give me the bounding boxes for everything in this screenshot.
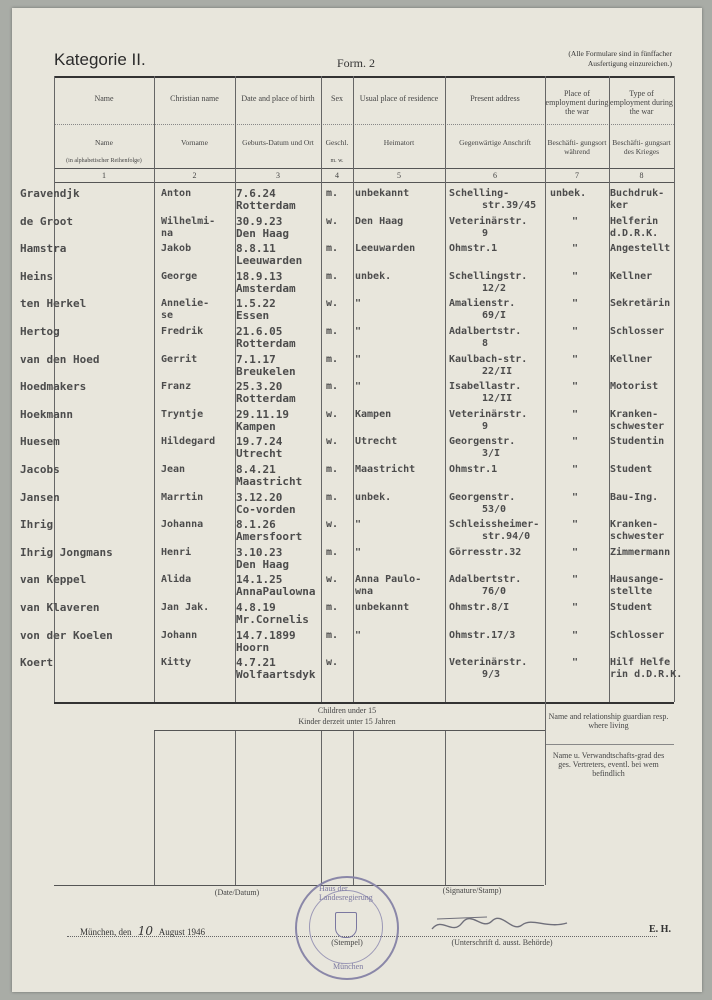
typed-entry: schwester [610,420,665,432]
typed-entry: Kellner [610,353,653,365]
typed-entry: Amalienstr. [449,298,516,310]
typed-entry: Hoedmakers [20,380,87,394]
typed-entry: Jean [161,464,186,475]
copies-note [502,49,672,69]
children-column-rule [154,730,155,885]
typed-entry: Georgenstr. [449,436,516,448]
typed-entry: 19.7.24 [236,435,283,449]
day-handwritten: 10 [137,924,154,938]
typed-entry: se [161,310,174,322]
typed-entry: Student [610,602,653,613]
typed-entry: Gerrit [161,353,198,365]
typed-entry: Schellingstr. [449,270,528,282]
typed-entry: m. [326,464,339,475]
typed-entry: ten Herkel [20,297,87,311]
typed-entry: 7.6.24 [236,187,276,200]
column-number: 5 [397,171,401,180]
column-header-en: Christian name [170,94,219,103]
typed-entry: Mr.Cornelis [236,613,309,626]
typed-entry: 76/0 [482,586,507,598]
typed-entry: d.D.R.K. [610,227,659,239]
typed-entry: " [572,657,579,669]
column-header-de: Heimatort [383,138,415,147]
column-header-en: Present address [470,94,520,103]
initials: E. H. [649,924,671,935]
stamp-text: Haus der Landesregierung [319,884,373,902]
typed-entry: 9 [482,227,489,239]
typed-entry: 1.5.22 [236,297,276,311]
typed-entry: m. [326,326,339,337]
typed-entry: Ihrig [20,518,54,532]
typed-entry: Schelling- [449,188,510,199]
children-header-rule [154,730,545,731]
column-number: 8 [639,171,644,180]
typed-entry: van Klaveren [20,601,100,614]
typed-entry: Rotterdam [236,337,296,350]
typed-entry: Den Haag [236,226,289,240]
column-header-en: Usual place of residence [359,94,439,103]
typed-entry: Studentin [610,436,665,448]
typed-entry: Adalbertstr. [449,326,522,337]
typed-entry: Zimmermann [610,546,671,558]
typed-entry: van den Hoed [20,352,100,366]
typed-entry: Kranken- [610,519,659,531]
typed-entry: Johanna [161,519,204,531]
children-column-rule [353,730,354,885]
typed-entry: Johann [161,629,198,641]
authority-label: (Unterschrift d. ausst. Behörde) [451,938,553,947]
typed-entry: Huesem [20,435,60,449]
typed-entry: unbekannt [355,188,410,199]
typed-entry: Leeuwarden [355,243,416,255]
typed-entry: Hildegard [161,436,216,448]
month-year: August 1946 [158,927,206,937]
typed-entry: Anna Paulo- [355,574,422,586]
column-number: 4 [335,171,339,180]
children-column-rule [321,730,322,885]
typed-entry: " [572,546,579,558]
typed-entry: Tryntje [161,408,204,420]
guardian-label-de: Name u. Verwandtschafts-grad des ges. Vertreters, eventl. bei wem befindlich [552,751,665,778]
children-column-rule [445,730,446,885]
colnum-bottom-rule [54,182,674,183]
column-header-sub: (in alphabetischer Reihenfolge) [66,158,142,164]
typed-entry: " [572,298,579,310]
typed-entry: 21.6.05 [236,325,283,338]
typed-entry: Ohmstr.1 [449,243,498,255]
copies-note-line2: Ausfertigung einzureichen.) [587,59,672,68]
typed-entry: Helferin [610,215,659,227]
column-header-en: Place of employment during the war [545,89,609,116]
typed-entry: 3.12.20 [236,490,283,504]
typed-entry: Leeuwarden [236,254,303,268]
typed-entry: Kampen [236,419,276,433]
typed-entry: m. [326,270,339,282]
typed-entry: " [572,326,579,337]
typed-entry: Anton [161,188,192,199]
typed-entry: Jansen [20,490,60,504]
typed-entry: " [572,491,579,503]
typed-entry: Utrecht [355,436,398,448]
typed-entry: m. [326,546,339,558]
typed-entry: Bau-Ing. [610,491,659,503]
column-header-de: Name [95,138,113,147]
column-number: 7 [575,171,579,180]
column-number: 6 [493,171,497,180]
typed-entry: " [572,243,579,255]
typed-entry: 12/2 [482,282,507,294]
children-label-en: Children under 15 [317,706,377,715]
typed-entry: 3.10.23 [236,545,283,559]
typed-entry: 25.3.20 [236,380,283,394]
typed-entry: Jan Jak. [161,602,210,613]
typed-entry: " [572,629,579,641]
column-header-en: Date and place of birth [241,94,315,103]
typed-entry: Breukelen [236,364,296,378]
typed-entry: Schlosser [610,629,665,641]
typed-entry: " [572,408,579,420]
typed-entry: m. [326,188,339,199]
typed-entry: Ihrig Jongmans [20,545,113,559]
typed-entry: 4.7.21 [236,656,276,670]
crest-icon [335,912,357,938]
typed-entry: 8.1.26 [236,518,276,532]
column-rule [445,76,446,702]
typed-entry: Essen [236,309,270,323]
typed-entry: Amsterdam [236,281,296,295]
typed-entry: Görresstr.32 [449,546,522,558]
typed-entry: Maastricht [236,475,303,488]
typed-entry: Den Haag [236,557,289,571]
typed-entry: Marrtin [161,491,204,503]
typed-entry: Kellner [610,270,653,282]
typed-entry: " [572,215,579,227]
typed-entry: Annelie- [161,298,210,310]
typed-entry: str.39/45 [482,200,537,211]
typed-entry: Gravendjk [20,187,80,200]
typed-entry: 8 [482,338,489,349]
form-number: Form. 2 [337,56,376,70]
typed-entry: Veterinärstr. [449,657,528,669]
typed-entry: w. [326,574,339,586]
typed-entry: w. [326,298,339,310]
typed-entry: 22/II [482,365,513,377]
typed-entry: Amersfoort [236,530,303,544]
typed-entry: Schlosser [610,326,665,337]
typed-entry: ker [610,200,629,211]
official-stamp [295,876,399,980]
typed-entry: str.94/0 [482,531,531,543]
category-title: Kategorie II. [54,50,146,69]
signature-label: (Signature/Stamp) [442,886,502,895]
typed-entry: " [355,326,362,337]
typed-entry: Koert [20,656,54,670]
typed-entry: 12/II [482,393,513,405]
typed-entry: w. [326,436,339,448]
guardian-divider [546,744,674,745]
column-header-sub: m. w. [330,158,344,164]
typed-entry: schwester [610,531,665,543]
stamp-city: München [333,962,364,971]
column-header-en: Sex [331,94,343,103]
date-label: (Date/Datum) [214,888,260,897]
typed-entry: Sekretärin [610,298,671,310]
typed-entry: " [355,519,362,531]
typed-entry: " [355,629,362,641]
typed-entry: Hoorn [236,640,270,654]
typed-entry: 29.11.19 [236,407,289,421]
column-rule [353,76,354,702]
column-header-de: Beschäfti- gungsort während [547,138,607,156]
header-bottom-rule [54,168,674,169]
typed-entry: Henri [161,546,192,558]
column-header-de: Gegenwärtige Anschrift [459,138,531,147]
typed-entry: " [572,519,579,531]
typed-entry: unbekannt [355,602,410,613]
typed-entry: 3/I [482,448,501,460]
typed-entry: 69/I [482,310,507,322]
column-header-en: Name [94,94,114,103]
typed-entry: " [572,436,579,448]
column-rule [674,76,675,702]
typed-entry: Hoekmann [20,407,73,421]
column-rule [321,76,322,702]
typed-entry: stellte [610,586,653,598]
column-number: 1 [102,171,106,180]
column-header-de: Vorname [181,138,208,147]
typed-entry: " [572,270,579,282]
typed-entry: Kranken- [610,408,659,420]
form-sheet [12,8,702,992]
typed-entry: Den Haag [355,215,404,227]
typed-entry: m. [326,629,339,641]
typed-entry: Jakob [161,243,192,255]
typed-entry: unbek. [550,188,587,199]
typed-entry: rin d.D.R.K. [610,669,683,681]
typed-entry: Hertog [20,325,60,338]
typed-entry: na [161,227,174,239]
typed-entry: m. [326,602,339,613]
children-label-de: Kinder derzeit unter 15 Jahren [298,717,396,726]
typed-entry: " [572,464,579,475]
typed-entry: Ohmstr.17/3 [449,629,516,641]
typed-entry: w. [326,215,339,227]
column-header-de: Beschäfti- gungsart des Krieges [612,138,671,156]
column-header-en: Type of employment during the war [610,89,673,116]
handwritten-signature [427,911,577,941]
typed-entry: Utrecht [236,447,283,461]
typed-entry: Veterinärstr. [449,408,528,420]
typed-entry: unbek. [355,491,392,503]
typed-entry: Veterinärstr. [449,215,528,227]
typed-entry: m. [326,491,339,503]
typed-entry: Wolfaartsdyk [236,668,316,682]
column-number: 2 [192,171,197,180]
children-column-rule [235,730,236,885]
typed-entry: Schleissheimer- [449,519,540,531]
typed-entry: w. [326,519,339,531]
typed-entry: Student [610,464,653,475]
typed-entry: Ohmstr.1 [449,464,498,475]
typed-entry: Motorist [610,381,659,393]
typed-entry: 30.9.23 [236,214,283,228]
typed-entry: " [355,298,362,310]
typed-entry: Kampen [355,408,392,420]
column-number: 3 [276,171,280,180]
typed-entry: m. [326,381,339,393]
typed-entry: Heins [20,269,54,283]
typed-entry: Jacobs [20,463,60,476]
copies-note-line1: (Alle Formulare sind in fünffacher [568,49,672,58]
typed-entry: " [572,353,579,365]
typed-entry: van Keppel [20,573,87,587]
typed-entry: 14.1.25 [236,573,283,587]
typed-entry: de Groot [20,214,73,228]
typed-entry: " [355,353,362,365]
typed-entry: Wilhelmi- [161,215,216,227]
typed-entry: Georgenstr. [449,491,516,503]
typed-entry: Isabellastr. [449,381,522,393]
typed-entry: 9/3 [482,669,501,681]
typed-entry: 8.8.11 [236,242,276,256]
typed-entry: Adalbertstr. [449,574,522,586]
typed-entry: 14.7.1899 [236,628,296,642]
column-header-de: Geburts-Datum und Ort [242,138,314,147]
typed-entry: Kaulbach-str. [449,353,528,365]
typed-entry: 4.8.19 [236,601,276,614]
typed-entry: 8.4.21 [236,463,276,476]
typed-entry: Maastricht [355,464,416,475]
table-bottom-rule [54,702,674,704]
typed-entry: wna [355,586,374,598]
typed-entry: Co-vorden [236,502,296,516]
typed-entry: " [355,546,362,558]
typed-entry: Angestellt [610,243,671,255]
typed-entry: Hamstra [20,242,67,256]
typed-entry: George [161,270,198,282]
guardian-label-en: Name and relationship guardian resp. where living [548,712,669,730]
typed-entry: 18.9.13 [236,269,283,283]
typed-entry: AnnaPaulowna [236,585,316,599]
table-top-rule [54,76,674,78]
typed-entry: " [572,381,579,393]
column-header-de: Geschl. [325,138,349,147]
typed-entry: " [572,602,579,613]
typed-entry: Ohmstr.8/I [449,602,510,613]
typed-entry: von der Koelen [20,628,113,642]
column-rule [154,76,155,702]
stamp-label: (Stempel) [331,938,363,947]
typed-entry: 7.1.17 [236,352,276,366]
typed-entry: Rotterdam [236,392,296,406]
typed-entry: Franz [161,381,192,393]
typed-entry: m. [326,353,339,365]
typed-entry: unbek. [355,270,392,282]
column-rule [545,76,546,702]
typed-entry: 53/0 [482,503,507,515]
typed-entry: m. [326,243,339,255]
header-divider [54,124,674,126]
typed-entry: " [572,574,579,586]
typed-entry: " [355,381,362,393]
place-date-prefix: München, den [80,927,132,937]
typed-entry: Kitty [161,657,192,669]
typed-entry: Hilf Helfe [610,657,671,669]
typed-entry: Buchdruk- [610,188,665,199]
typed-entry: Rotterdam [236,199,296,212]
typed-entry: Fredrik [161,326,204,337]
typed-entry: Alida [161,574,192,586]
typed-entry: Hausange- [610,574,665,586]
typed-entry: 9 [482,420,489,432]
typed-entry: w. [326,657,339,669]
typed-entry: w. [326,408,339,420]
